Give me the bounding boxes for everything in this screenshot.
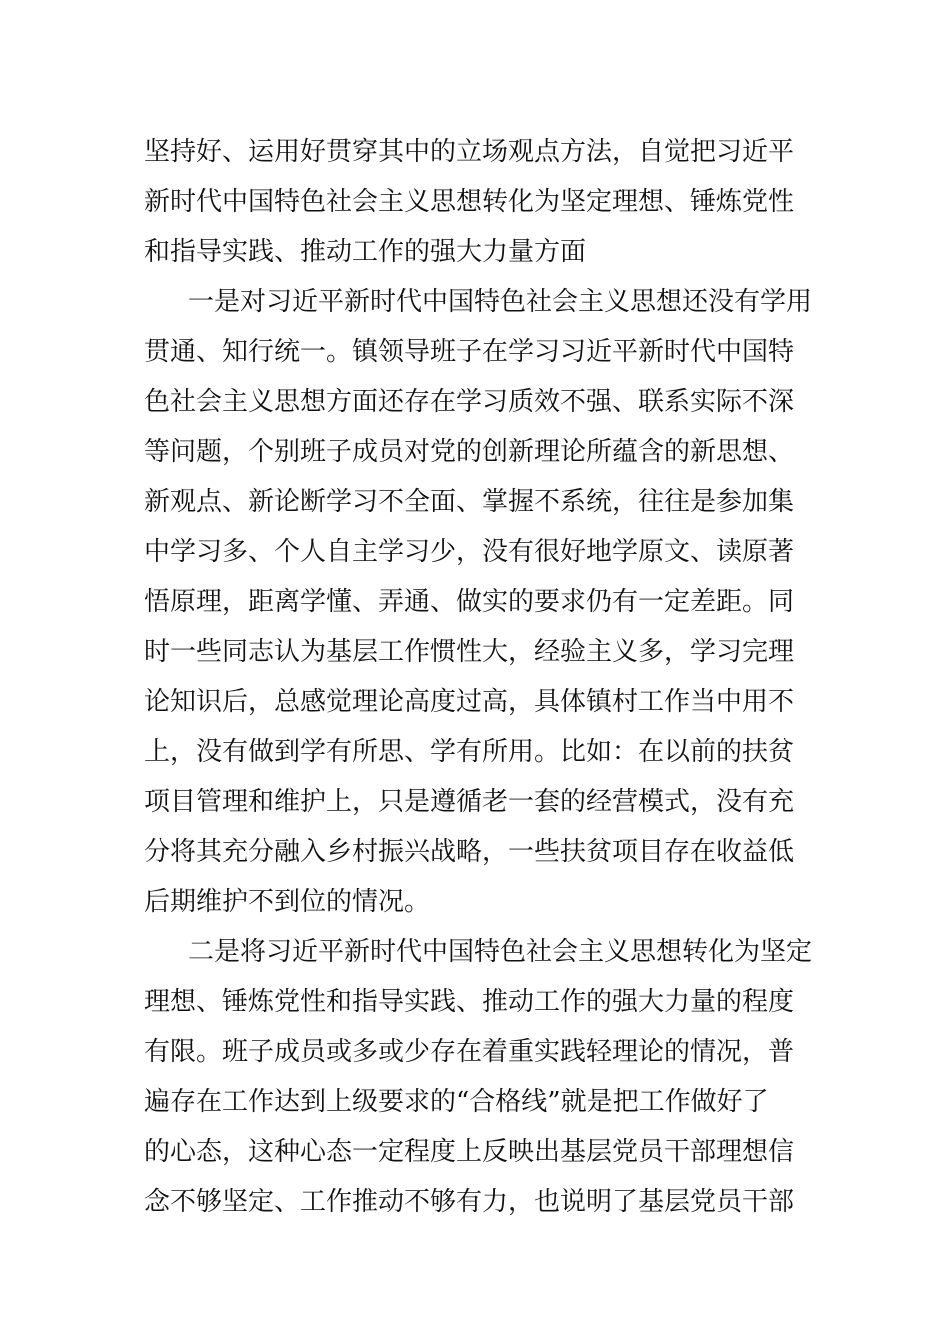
- text-line: 理想、锤炼党性和指导实践、推动工作的强大力量的程度: [144, 987, 795, 1017]
- text-line: 新观点、新论断学习不全面、掌握不系统，往往是参加集: [144, 487, 795, 517]
- text-line: 中学习多、个人自主学习少，没有很好地学原文、读原著: [144, 537, 795, 567]
- text-line: 遍存在工作达到上级要求的“合格线”就是把工作做好了: [144, 1087, 769, 1117]
- text-line: 等问题，个别班子成员对党的创新理论所蕴含的新思想、: [144, 437, 795, 467]
- text-line: 贯通、知行统一。镇领导班子在学习习近平新时代中国特: [144, 337, 795, 367]
- text-line: 念不够坚定、工作推动不够有力，也说明了基层党员干部: [144, 1187, 795, 1217]
- text-line: 论知识后，总感觉理论高度过高，具体镇村工作当中用不: [144, 687, 795, 717]
- document-body: [144, 127, 813, 1227]
- text-line: 上，没有做到学有所思、学有所用。比如：在以前的扶贫: [144, 737, 795, 767]
- text-line: 时一些同志认为基层工作惯性大，经验主义多，学习完理: [144, 637, 795, 667]
- text-line: 分将其充分融入乡村振兴战略，一些扶贫项目存在收益低: [144, 837, 795, 867]
- text-line: 有限。班子成员或多或少存在着重实践轻理论的情况，普: [144, 1037, 795, 1067]
- paragraph-start-line: 一是对习近平新时代中国特色社会主义思想还没有学用: [188, 287, 813, 317]
- text-line: 新时代中国特色社会主义思想转化为坚定理想、锤炼党性: [144, 187, 795, 217]
- text-line: 悟原理，距离学懂、弄通、做实的要求仍有一定差距。同: [144, 587, 795, 617]
- text-line: 色社会主义思想方面还存在学习质效不强、联系实际不深: [144, 387, 795, 417]
- text-line: 项目管理和维护上，只是遵循老一套的经营模式，没有充: [144, 787, 795, 817]
- paragraph-start-line: 二是将习近平新时代中国特色社会主义思想转化为坚定: [188, 937, 813, 967]
- text-line: 的心态，这种心态一定程度上反映出基层党员干部理想信: [144, 1137, 795, 1167]
- text-line: 坚持好、运用好贯穿其中的立场观点方法，自觉把习近平: [144, 137, 795, 167]
- text-line: 后期维护不到位的情况。: [144, 887, 431, 917]
- text-line: 和指导实践、推动工作的强大力量方面: [144, 237, 587, 267]
